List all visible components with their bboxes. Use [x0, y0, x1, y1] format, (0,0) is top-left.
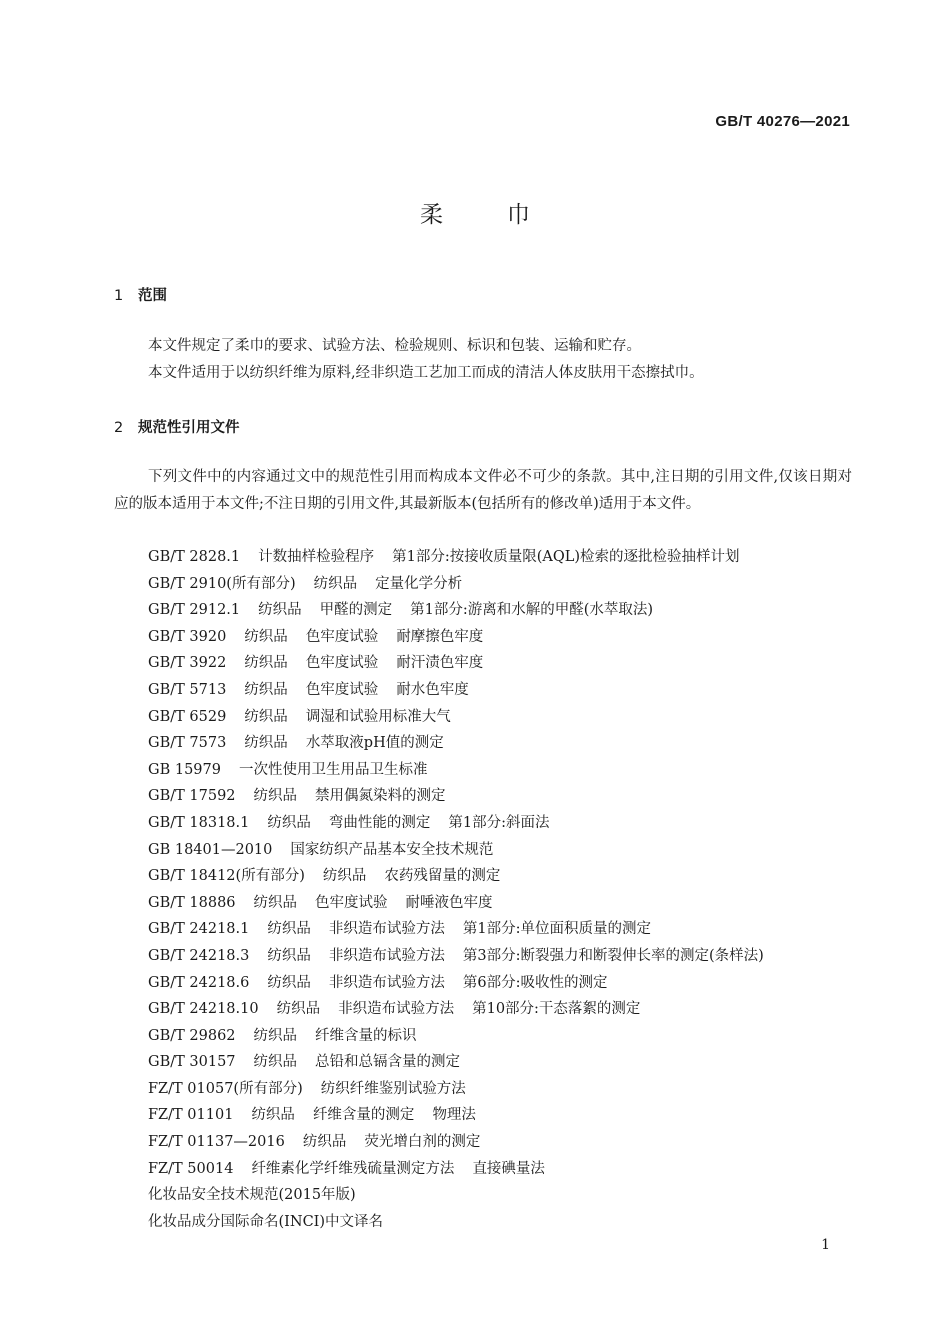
reference-title-part: 耐唾液色牢度 [405, 894, 493, 911]
reference-title-part: 计数抽样检验程序 [258, 549, 375, 565]
section-heading-scope [114, 284, 167, 305]
reference-title-part: 纺织品 [267, 814, 311, 831]
reference-title-part: 国家纺织产品基本安全技术规范 [290, 841, 494, 858]
reference-item [148, 970, 868, 997]
reference-title-part: 定量化学分析 [375, 575, 463, 592]
reference-title-part: 一次性使用卫生用品卫生标准 [238, 761, 428, 778]
reference-code: GB/T 6529 [148, 708, 227, 725]
reference-code: FZ/T 50014 [148, 1160, 234, 1177]
reference-title-part: 荧光增白剂的测定 [364, 1134, 481, 1151]
reference-title-part: 纤维含量的测定 [312, 1107, 415, 1124]
reference-code: GB/T 3920 [148, 628, 227, 645]
scope-paragraph: 本文件适用于以纺织纤维为原料,经非织造工艺加工而成的清洁人体皮肤用干态擦拭巾。 [148, 364, 704, 381]
page-number: 1 [821, 1237, 830, 1253]
reference-title-part: 非织造布试验方法 [328, 921, 445, 938]
section-number: 2 [114, 420, 124, 436]
reference-title-part: 第1部分:斜面法 [448, 814, 550, 831]
reference-title-part: 耐摩擦色牢度 [396, 628, 484, 645]
reference-code: GB/T 30157 [148, 1054, 236, 1071]
reference-title-part: 纺织品 [253, 1027, 298, 1044]
reference-title-part: 第1部分:单位面积质量的测定 [462, 921, 651, 938]
reference-item [148, 1156, 868, 1183]
reference-title-part: 调湿和试验用标准大气 [305, 708, 451, 725]
reference-code: GB/T 17592 [148, 788, 236, 805]
reference-code: GB/T 3922 [148, 655, 227, 672]
reference-item [148, 571, 868, 598]
reference-title-part: 总铅和总镉含量的测定 [315, 1054, 461, 1071]
standard-code: GB/T 40276—2021 [715, 113, 850, 130]
reference-item [148, 1076, 868, 1103]
reference-code: FZ/T 01057(所有部分) [148, 1080, 303, 1097]
reference-title-part: 纺织品 [253, 894, 298, 911]
section-number: 1 [114, 288, 124, 304]
reference-item [148, 1023, 868, 1050]
reference-item [148, 1182, 868, 1209]
reference-title-part: 纺织品 [253, 1054, 298, 1071]
reference-code: 化妆品安全技术规范(2015年版) [148, 1187, 356, 1204]
reference-title-part: 水萃取液pH值的测定 [305, 735, 444, 752]
reference-item [148, 863, 868, 890]
reference-title-part: 第3部分:断裂强力和断裂伸长率的测定(条样法) [462, 947, 764, 964]
reference-title-part: 纤维素化学纤维残硫量测定方法 [251, 1160, 455, 1177]
reference-item [148, 996, 868, 1023]
reference-code: FZ/T 01137—2016 [148, 1134, 285, 1151]
reference-title-part: 纺织品 [267, 947, 311, 964]
reference-title-part: 甲醛的测定 [319, 602, 393, 619]
reference-title-part: 纺织品 [253, 788, 298, 805]
reference-title-part: 农药残留量的测定 [384, 868, 501, 885]
reference-title-part: 纺织品 [244, 708, 288, 725]
reference-title-part: 色牢度试验 [305, 655, 379, 672]
reference-item [148, 1049, 868, 1076]
reference-item [148, 597, 868, 624]
reference-title-part: 非织造布试验方法 [338, 1001, 455, 1018]
reference-title-part: 直接碘量法 [472, 1160, 545, 1177]
reference-title-part: 纺织品 [267, 974, 311, 991]
reference-title-part: 纺织品 [267, 921, 311, 938]
scope-paragraph: 本文件规定了柔巾的要求、试验方法、检验规则、标识和包装、运输和贮存。 [148, 338, 641, 354]
reference-item [148, 544, 868, 571]
reference-code: GB 15979 [148, 761, 221, 778]
reference-title-part: 纺织品 [251, 1107, 295, 1124]
reference-title-part: 纺织品 [258, 602, 302, 619]
reference-code: GB/T 2828.1 [148, 549, 241, 565]
section-title: 范围 [138, 288, 167, 304]
reference-item [148, 650, 868, 677]
reference-title-part: 耐水色牢度 [396, 681, 469, 698]
reference-code: GB/T 24218.6 [148, 974, 250, 991]
reference-code: GB/T 24218.1 [148, 921, 250, 938]
reference-title-part: 第1部分:游离和水解的甲醛(水萃取法) [410, 602, 654, 619]
reference-title-part: 纺织品 [244, 655, 288, 672]
reference-title-part: 纺织品 [244, 735, 288, 752]
reference-title-part: 禁用偶氮染料的测定 [315, 788, 446, 805]
reference-item [148, 624, 868, 651]
reference-code: GB/T 18318.1 [148, 814, 250, 831]
reference-list [148, 544, 868, 1235]
reference-title-part: 第1部分:按接收质量限(AQL)检索的逐批检验抽样计划 [392, 549, 740, 565]
reference-code: GB/T 2912.1 [148, 602, 241, 619]
reference-item [148, 730, 868, 757]
reference-code: FZ/T 01101 [148, 1107, 234, 1124]
reference-item [148, 1129, 868, 1156]
reference-title-part: 色牢度试验 [305, 681, 379, 698]
reference-item [148, 677, 868, 704]
reference-title-part: 第10部分:干态落絮的测定 [472, 1001, 641, 1018]
reference-code: GB/T 24218.3 [148, 947, 250, 964]
reference-item [148, 704, 868, 731]
section-title: 规范性引用文件 [138, 420, 240, 436]
reference-code: GB/T 18412(所有部分) [148, 868, 305, 885]
reference-title-part: 色牢度试验 [305, 628, 379, 645]
reference-item [148, 1209, 868, 1236]
reference-title-part: 色牢度试验 [315, 894, 388, 911]
reference-item [148, 890, 868, 917]
reference-title-part: 纺织品 [322, 868, 367, 885]
reference-code: GB/T 29862 [148, 1027, 236, 1044]
document-title: 柔巾 [420, 202, 594, 228]
scope-paragraphs [114, 333, 852, 386]
reference-item [148, 1102, 868, 1129]
reference-item [148, 916, 868, 943]
reference-title-part: 纺织品 [244, 681, 288, 698]
references-intro [114, 464, 852, 517]
reference-item [148, 943, 868, 970]
reference-title-part: 第6部分:吸收性的测定 [462, 974, 608, 991]
reference-title-part: 耐汗渍色牢度 [396, 655, 484, 672]
reference-title-part: 纺织品 [276, 1001, 321, 1018]
reference-title-part: 纺织品 [244, 628, 288, 645]
reference-code: GB/T 24218.10 [148, 1001, 259, 1018]
reference-code: GB/T 2910(所有部分) [148, 575, 296, 592]
reference-code: GB 18401—2010 [148, 841, 273, 858]
reference-title-part: 纺织品 [313, 575, 358, 592]
reference-code: GB/T 5713 [148, 681, 227, 698]
section-heading-normative-references [114, 416, 240, 437]
reference-title-part: 弯曲性能的测定 [328, 814, 431, 831]
reference-title-part: 纺织品 [302, 1134, 347, 1151]
reference-code: 化妆品成分国际命名(INCI)中文译名 [148, 1213, 384, 1230]
reference-code: GB/T 18886 [148, 894, 236, 911]
reference-title-part: 纤维含量的标识 [315, 1027, 417, 1044]
reference-title-part: 非织造布试验方法 [328, 974, 445, 991]
reference-item [148, 810, 868, 837]
reference-item [148, 783, 868, 810]
reference-code: GB/T 7573 [148, 735, 227, 752]
intro-paragraph: 下列文件中的内容通过文中的规范性引用而构成本文件必不可少的条款。其中,注日期的引用文件,仅该日期对应的版本适用于本文件;不注日期的引用文件,其最新版本(包括所有的修改单)适用于本文件。 [114, 469, 852, 512]
reference-title-part: 非织造布试验方法 [328, 947, 445, 964]
reference-title-part: 物理法 [432, 1107, 476, 1124]
reference-title-part: 纺织纤维鉴别试验方法 [320, 1080, 466, 1097]
reference-item [148, 837, 868, 864]
reference-item [148, 757, 868, 784]
